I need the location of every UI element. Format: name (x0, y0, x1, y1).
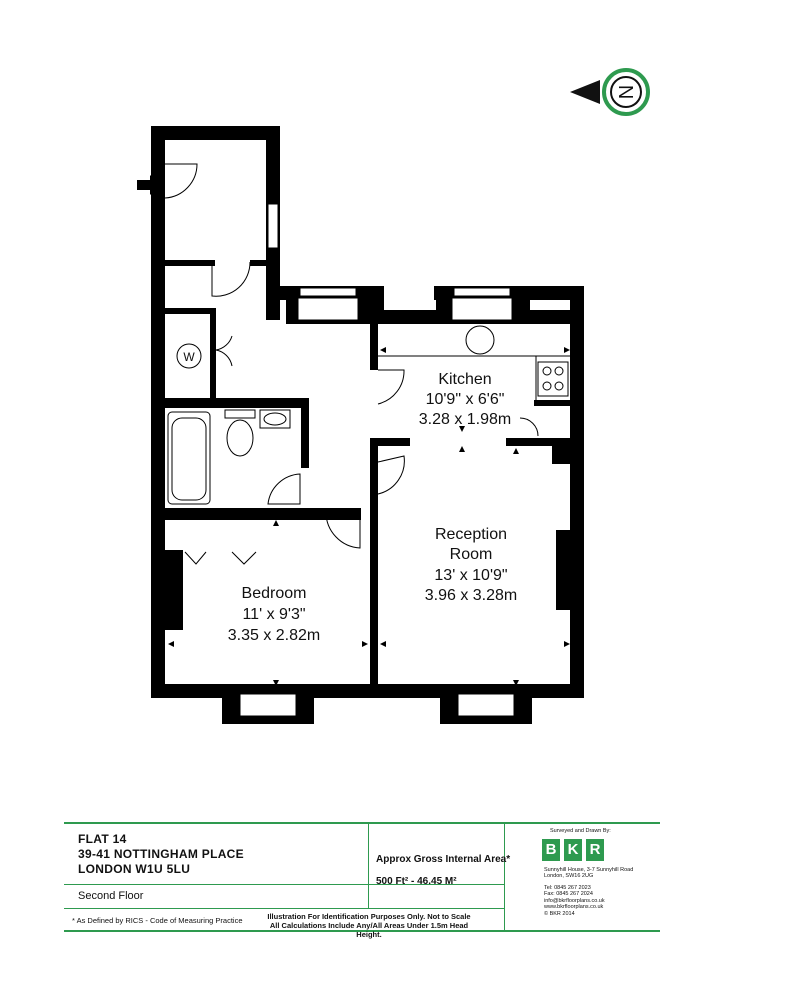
floor-label: Second Floor (78, 890, 144, 902)
surveyor-tel: Tel: 0845 267 2023 (544, 884, 591, 891)
reception-name-1: Reception (434, 526, 508, 543)
reception-imperial: 13' x 10'9" (434, 567, 508, 584)
surveyor-fax: Fax: 0845 267 2024 (544, 891, 593, 897)
bath-icon (168, 412, 210, 504)
address-block (78, 832, 244, 877)
address-line-2: LONDON W1U 5LU (78, 862, 191, 876)
kitchen-imperial: 10'9" x 6'6" (425, 391, 505, 408)
reception-metric: 3.96 x 3.28m (424, 587, 518, 604)
bedroom-imperial: 11' x 9'3" (242, 606, 306, 623)
surveyed-by: Surveyed and Drawn By: (550, 828, 611, 834)
bedroom-metric: 3.35 x 2.82m (227, 627, 321, 644)
surveyor-block (514, 828, 654, 917)
flat-number: FLAT 14 (78, 832, 127, 846)
area-title: Approx Gross Internal Area* (376, 854, 511, 865)
surveyor-contact (514, 867, 654, 918)
logo-letter: B (542, 839, 560, 861)
washer-label: W (183, 350, 195, 364)
surveyor-copyright: © BKR 2014 (544, 910, 575, 917)
surveyor-email[interactable]: info@bkrfloorplans.co.uk (544, 897, 605, 904)
surveyor-address-1: Sunnyhill House, 3-7 Sunnyhill Road (544, 866, 634, 873)
logo-letter: R (586, 839, 604, 861)
kitchen-name: Kitchen (438, 371, 492, 388)
disclaimer (264, 912, 474, 939)
rics-note: * As Defined by RICS - Code of Measuring Practice (72, 916, 243, 925)
area-value: 500 Ft² - 46.45 M² (376, 876, 457, 887)
bkr-logo (542, 839, 654, 861)
bedroom-name: Bedroom (241, 585, 307, 602)
reception-name-2: Room (449, 546, 493, 563)
walls (151, 126, 584, 724)
surveyor-address-2: London, SW16 2UG (544, 873, 594, 879)
surveyor-web[interactable]: www.bkrfloorplans.co.uk (544, 904, 604, 910)
logo-letter: K (564, 839, 582, 861)
disclaimer-line-2: All Calculations Include Any/All Areas Under 1.5m Head Height. (269, 921, 469, 939)
toilet-icon (225, 410, 255, 418)
disclaimer-line-1: Illustration For Identification Purposes Only. Not to Scale (267, 912, 471, 921)
sink-icon (466, 326, 494, 354)
hob-icon (538, 362, 568, 396)
internal-walls (165, 260, 572, 690)
info-panel (64, 822, 660, 939)
compass-icon (570, 70, 648, 114)
kitchen-metric: 3.28 x 1.98m (418, 411, 512, 428)
compass-letter: N (616, 84, 638, 100)
divider (64, 908, 504, 909)
address-line-1: 39-41 NOTTINGHAM PLACE (78, 847, 244, 861)
divider (504, 824, 505, 932)
divider (368, 824, 369, 908)
